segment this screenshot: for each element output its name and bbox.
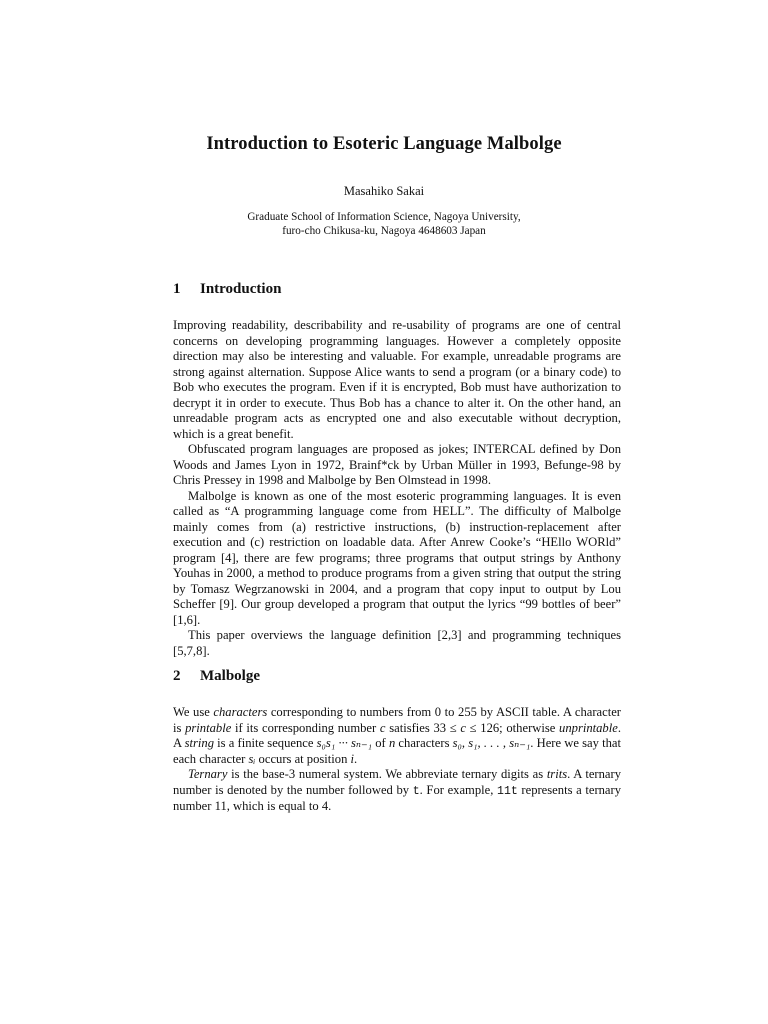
paragraph: Malbolge is known as one of the most esoteric programming languages. It is even called as “A programming language come from HELL”. The difficulty of Malbolge mainly comes from (a) restrictive instructions, (b) instruction-replacement after execution and (c) restriction on loadable data. After Anrew Cooke’s “HEllo WORld” program [4], there are few programs; three programs that output strings by Anthony Youhas in 2000, a method to produce programs from a given string that output the string by Tomasz Wegrzanowski in 2004, and a program that copy input to output by Lou Scheffer [9]. Our group developed a program that output the lyrics “99 bottles of beer” [1,6]. bbox=[173, 488, 621, 627]
paragraph: Ternary is the base-3 numeral system. We abbreviate ternary digits as trits. A ternary number is denoted by the number followed by t. For example, 11t represents a ternary number 11, which is equal to 4. bbox=[173, 767, 622, 813]
section-title: Introduction bbox=[200, 281, 282, 297]
section-number: 2 bbox=[173, 668, 181, 684]
author-name: Masahiko Sakai bbox=[343, 184, 425, 198]
section-heading-malbolge bbox=[173, 668, 260, 685]
paragraph: Improving readability, describability and re-usability of programs are one of central concerns on developing programming languages. However a completely opposite direction may also be interesting and valuable. For example, unreadable programs are strong against alternation. Suppose Alice wants to send a program (or a binary code) to Bob who executes the program. Even if it is encrypted, Bob must have authorization to decrypt it in order to execute. Thus Bob has a chance to alter it. On the other hand, an unreadable program acts as encrypted one and also executable without decryption, which is a great benefit. bbox=[173, 318, 621, 441]
affiliation bbox=[0, 210, 768, 238]
section-body-malbolge bbox=[173, 705, 621, 815]
affiliation-line: Graduate School of Information Science, Nagoya University, bbox=[247, 211, 521, 223]
section-number: 1 bbox=[173, 281, 181, 297]
paragraph: This paper overviews the language definition [2,3] and programming techniques [5,7,8]. bbox=[173, 628, 621, 658]
paragraph: Obfuscated program languages are proposed as jokes; INTERCAL defined by Don Woods and James Lyon in 1972, Brainf*ck by Urban Müller in 1993, Befunge-98 by Chris Pressey in 1998 and Malbolge by Ben Olmstead in 1998. bbox=[173, 442, 621, 487]
section-heading-introduction bbox=[173, 281, 281, 298]
paragraph: We use characters corresponding to numbers from 0 to 255 by ASCII table. A character is printable if its corresponding number c satisfies 33 ≤ c ≤ 126; otherwise unprintable. A string is a finite sequence s₀s₁ ··· sₙ₋₁ of n characters s₀, s₁, . . . , sₙ₋₁. Here we say that each character sᵢ occurs at position i. bbox=[173, 705, 621, 766]
section-title: Malbolge bbox=[200, 668, 260, 684]
paper-title: Introduction to Esoteric Language Malbolge bbox=[206, 134, 562, 154]
section-body-introduction bbox=[173, 318, 621, 659]
affiliation-line: furo-cho Chikusa-ku, Nagoya 4648603 Japan bbox=[282, 225, 486, 237]
